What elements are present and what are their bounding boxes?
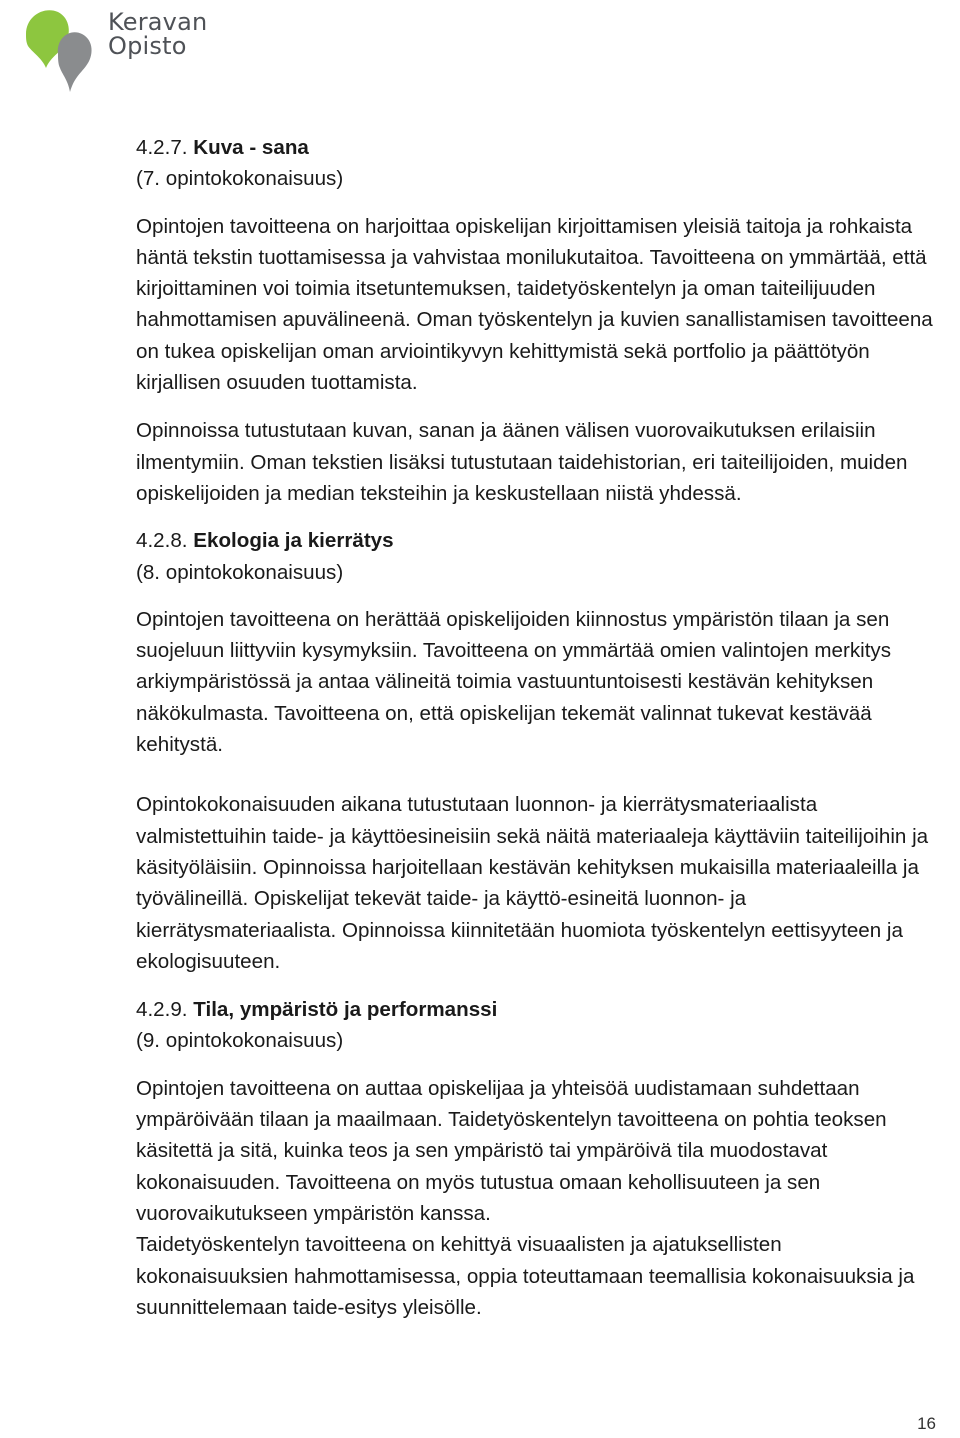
paragraph: Opintokokonaisuuden aikana tutustutaan luonnon- ja kierrätysmateriaalista valmistettuihin taide- ja käyttöesineisiin sekä näitä materiaaleja käyttäviin taiteilijoihin ja käsityöläisiin. Opinnoissa harjoitellaan kestävän kehityksen mukaisilla materiaaleilla ja työvälineillä. Opiskelijat tekevät taide- ja käyttö-esineitä luonnon- ja kierrätysmateriaalista. Opinnoissa kiinnitetään huomiota työskentelyn eettisyyteen ja ekologisuuteen. [136, 793, 929, 973]
section-4-2-8 [136, 525, 936, 977]
paragraph: Opintojen tavoitteena on herättää opiskelijoiden kiinnostus ympäristön tilaan ja sen suojeluun liittyviin kysymyksiin. Tavoitteena on ymmärtää omien valintojen merkitys arkiympäristössä ja antaa välineitä toimia vastuuntuntoisesti kestävän kehityksen näkökulmasta. Tavoitteena on, että opiskelijan tekemät valinnat tukevat kestävää kehitystä. [136, 607, 892, 757]
section-4-2-7 [136, 132, 936, 509]
document-body [136, 132, 936, 1323]
paragraph: Opinnoissa tutustutaan kuvan, sanan ja äänen välisen vuorovaikutuksen erilaisiin ilmentymiin. Oman tekstien lisäksi tutustutaan taidehistorian, eri taiteilijoiden, muiden opiskelijoiden ja median teksteihin ja keskustellaan niistä yhdessä. [136, 419, 908, 505]
section-title: Ekologia ja kierrätys [193, 529, 394, 553]
section-4-2-9 [136, 994, 936, 1323]
section-heading [136, 132, 936, 163]
section-subtitle: (8. opintokokonaisuus) [136, 560, 344, 584]
keravan-opisto-logo [22, 6, 208, 98]
section-subtitle: (9. opintokokonaisuus) [136, 1029, 344, 1053]
section-title: Kuva - sana [193, 136, 309, 159]
section-heading [136, 525, 936, 556]
section-title: Tila, ympäristö ja performanssi [193, 998, 498, 1022]
paragraph: Taidetyöskentelyn tavoitteena on kehittyä visuaalisten ja ajatuksellisten kokonaisuuksien hahmottamisessa, oppia toteuttamaan teemallisia kokonaisuuksia ja suunnittelemaan taide-esitys yleisölle. [136, 1233, 915, 1319]
logo-line-1: Keravan [108, 8, 208, 36]
page-number: 16 [917, 1414, 936, 1433]
paragraph: Opintojen tavoitteena on harjoittaa opiskelijan kirjoittamisen yleisiä taitoja ja rohkaista häntä tekstin tuottamisessa ja vahvistaa monilukutaitoa. Tavoitteena on ymmärtää, että kirjoittaminen voi toimia itsetuntemuksen, taidetyöskentelyn ja oman taiteilijuuden hahmottamisen apuvälineenä. Oman työskentelyn ja kuvien sanallistamisen tavoitteena on tukea opiskelijan oman arviointikyvyn kehittymistä sekä portfolio ja päättötyön kirjallisen osuuden tuottamista. [136, 214, 933, 395]
paragraph: Opintojen tavoitteena on auttaa opiskelijaa ja yhteisöä uudistamaan suhdettaan ympäröivään tilaan ja maailmaan. Taidetyöskentelyn tavoitteena on pohtia teoksen käsitettä ja sitä, kuinka teos ja sen ympäristö tai ympäröivä tila muodostavat kokonaisuuden. Tavoitteena on myös tutustua omaan kehollisuuteen ja sen vuorovaikutukseen ympäristön kanssa. [136, 1076, 887, 1225]
logo-line-2: Opisto [108, 32, 187, 60]
section-heading [136, 994, 936, 1025]
section-number: 4.2.9. [136, 998, 188, 1022]
section-number: 4.2.8. [136, 529, 188, 553]
section-subtitle: (7. opintokokonaisuus) [136, 167, 344, 191]
section-number: 4.2.7. [136, 136, 188, 159]
logo-speech-bubbles-icon [22, 6, 102, 98]
